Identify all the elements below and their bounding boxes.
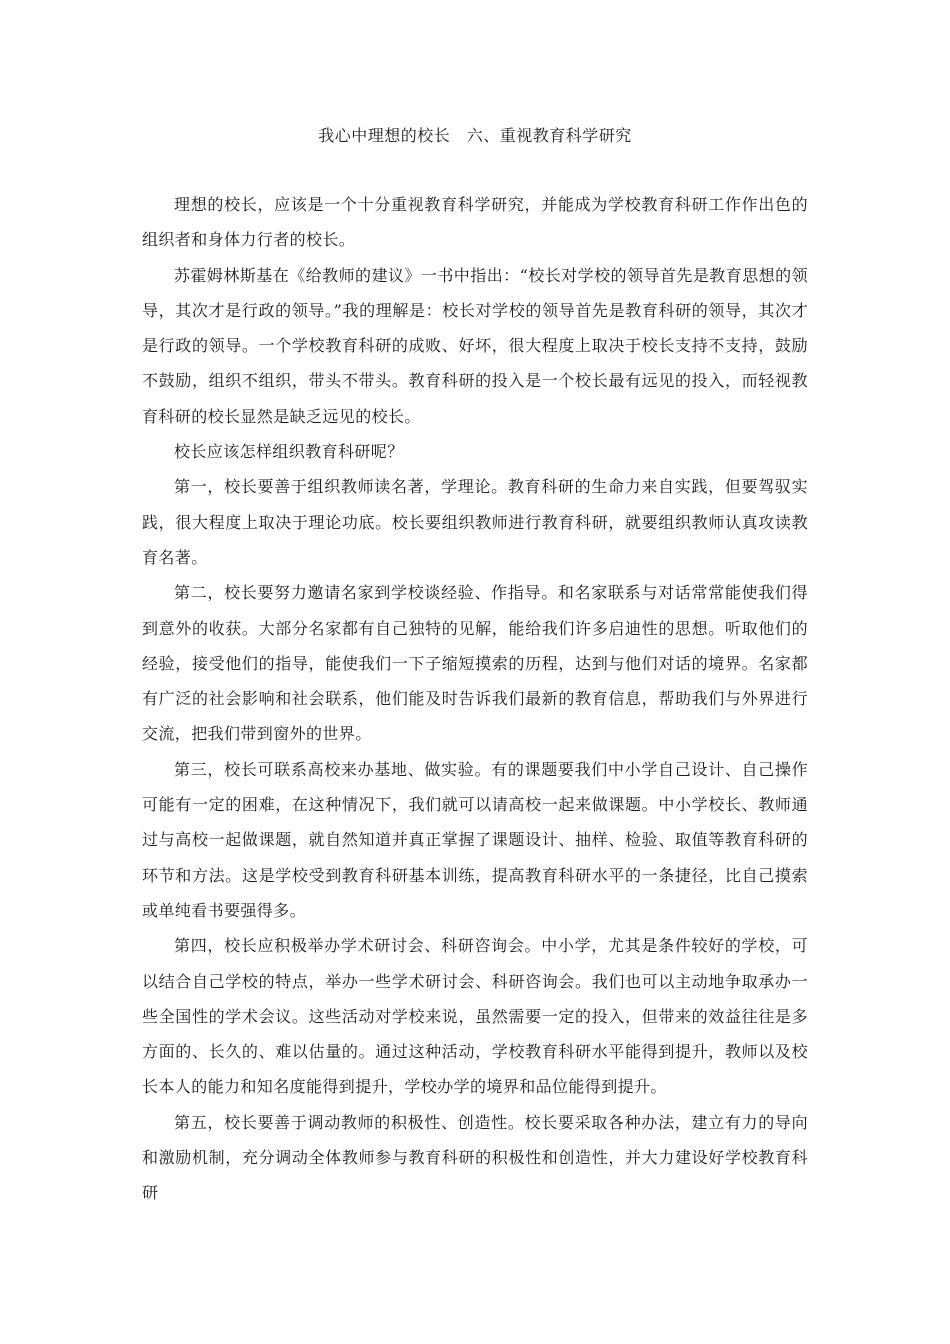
paragraph-3: 校长应该怎样组织教育科研呢？	[174, 442, 404, 462]
paragraph-1: 理想的校长，应该是一个十分重视教育科学研究，并能成为学校教育科研工作作出色的组织者和身体力行者的校长。	[142, 195, 808, 250]
paragraph-2: 苏霍姆林斯基在《给教师的建议》一书中指出：“校长对学校的领导首先是教育思想的领导，其次才是行政的领导。”我的理解是：校长对学校的领导首先是教育科研的领导，其次才是行政的领导。一个学校教育科研的成败、好坏，很大程度上取决于校长支持不支持，鼓励不鼓励，组织不组织，带头不带头。教育科研的投入是一个校长最有远见的投入，而轻视教育科研的校长显然是缺乏远见的校长。	[142, 265, 808, 426]
document-body	[142, 187, 808, 1211]
paragraph-8: 第五，校长要善于调动教师的积极性、创造性。校长要采取各种办法，建立有力的导向和激励机制，充分调动全体教师参与教育科研的积极性和创造性，并大力建设好学校教育科研	[142, 1112, 808, 1203]
page-title: 我心中理想的校长 六、重视教育科学研究	[318, 126, 632, 145]
paragraph-4: 第一，校长要善于组织教师读名著，学理论。教育科研的生命力来自实践，但要驾驭实践，很大程度上取决于理论功底。校长要组织教师进行教育科研，就要组织教师认真攻读教育名著。	[142, 477, 808, 567]
paragraph-5: 第二，校长要努力邀请名家到学校谈经验、作指导。和名家联系与对话常常能使我们得到意外的收获。大部分名家都有自己独特的见解，能给我们许多启迪性的思想。听取他们的经验，接受他们的指导，能使我们一下子缩短摸索的历程，达到与他们对话的境界。名家都有广泛的社会影响和社会联系，他们能及时告诉我们最新的教育信息，帮助我们与外界进行交流，把我们带到窗外的世界。	[142, 583, 808, 744]
paragraph-6: 第三，校长可联系高校来办基地、做实验。有的课题要我们中小学自己设计、自己操作可能有一定的困难，在这种情况下，我们就可以请高校一起来做课题。中小学校长、教师通过与高校一起做课题，就自然知道并真正掌握了课题设计、抽样、检验、取值等教育科研的环节和方法。这是学校受到教育科研基本训练，提高教育科研水平的一条捷径，比自己摸索或单纯看书要强得多。	[142, 759, 808, 920]
paragraph-7: 第四，校长应积极举办学术研讨会、科研咨询会。中小学，尤其是条件较好的学校，可以结合自己学校的特点，举办一些学术研讨会、科研咨询会。我们也可以主动地争取承办一些全国性的学术会议。这些活动对学校来说，虽然需要一定的投入，但带来的效益往往是多方面的、长久的、难以估量的。通过这种活动，学校教育科研水平能得到提升，教师以及校长本人的能力和知名度能得到提升，学校办学的境界和品位能得到提升。	[142, 936, 808, 1097]
